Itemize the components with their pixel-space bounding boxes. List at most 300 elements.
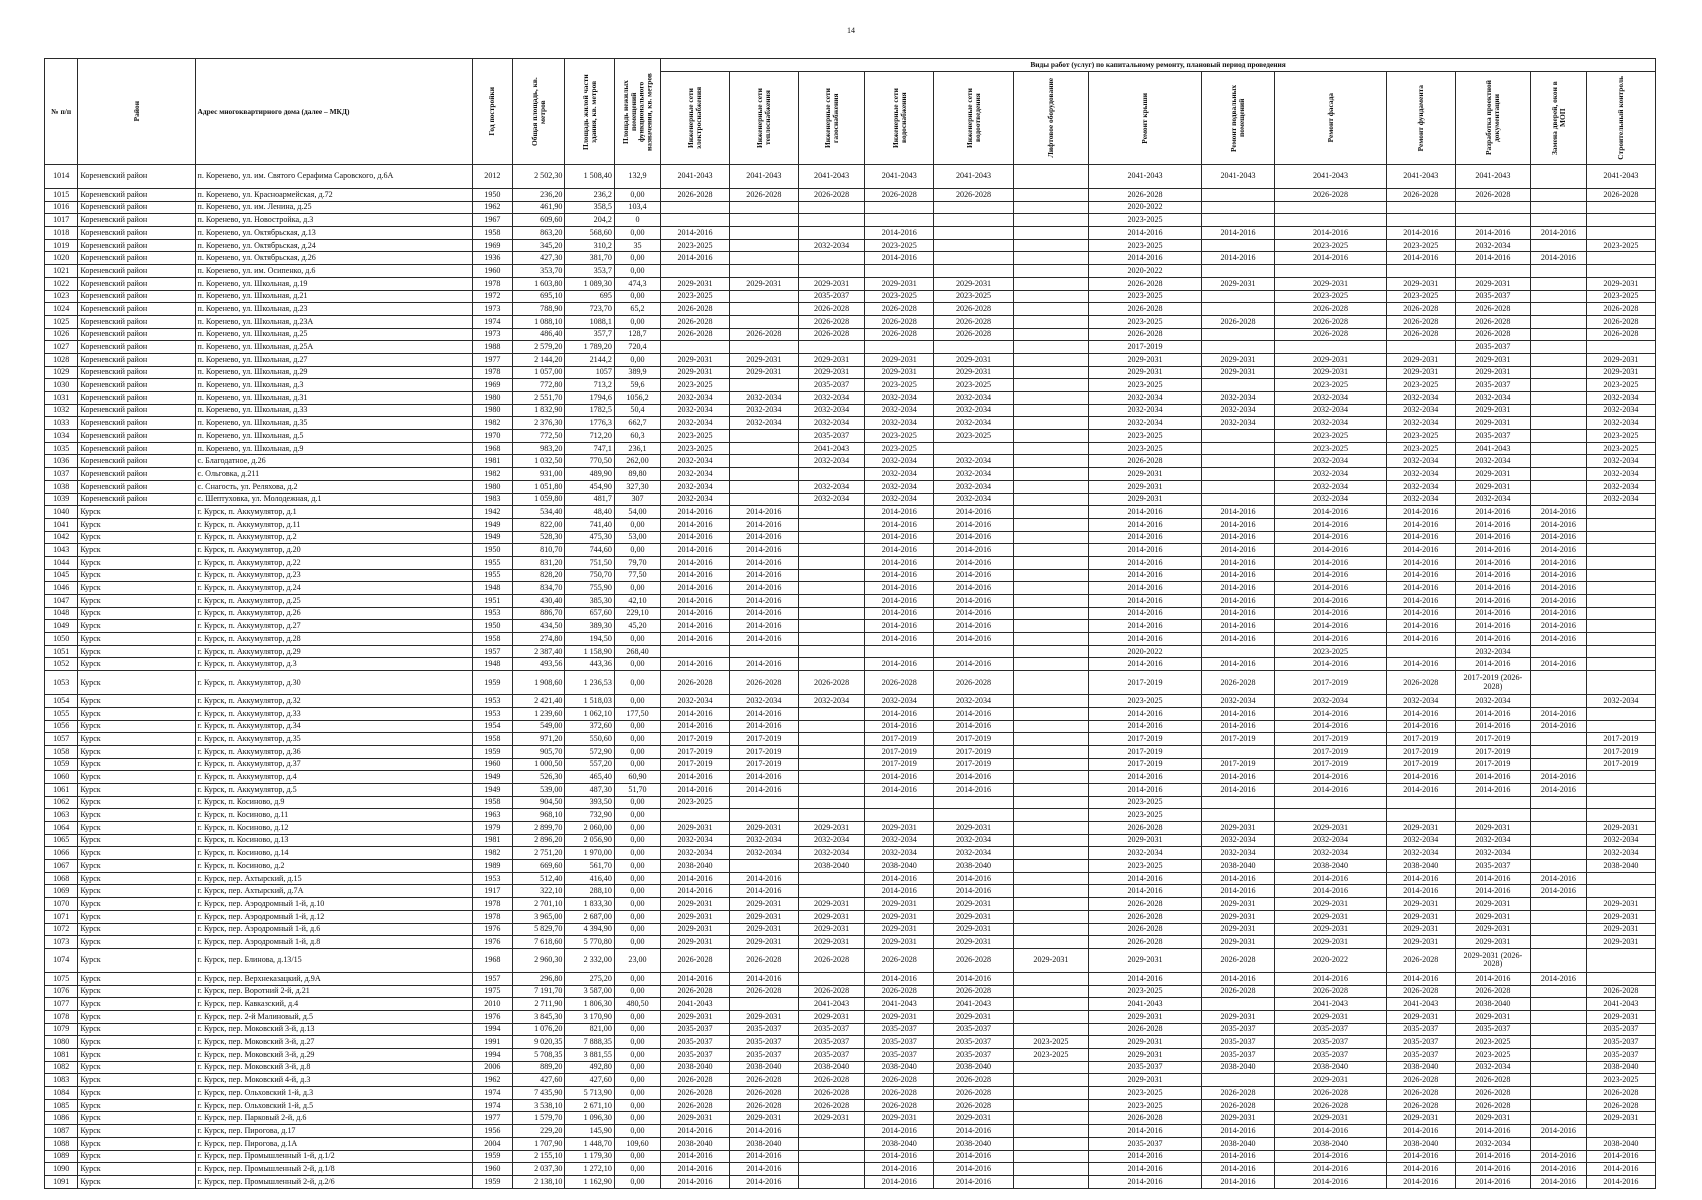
cell: 2017-2019: [865, 745, 934, 758]
cell: Кореневский район: [78, 189, 195, 202]
cell: [1013, 189, 1088, 202]
header-work-5: Лифтовое оборудование: [1013, 72, 1088, 165]
cell: Курск: [78, 1010, 195, 1023]
cell: [1586, 1125, 1655, 1138]
cell: 2017-2019: [1201, 733, 1274, 746]
cell: [865, 645, 934, 658]
cell: г. Курск, п. Аккумулятор, д.35: [195, 733, 472, 746]
cell: 2014-2016: [865, 531, 934, 544]
cell: 1982: [472, 847, 512, 860]
table-row: [45, 417, 1656, 430]
cell: 2032-2034: [1089, 847, 1202, 860]
cell: [1530, 379, 1586, 392]
cell: [661, 201, 730, 214]
cell: 886,70: [512, 607, 565, 620]
cell: 2020-2022: [1089, 265, 1202, 278]
cell: 2041-2043: [865, 165, 934, 189]
cell: [729, 809, 798, 822]
cell: п. Коренево, ул. Новостройка, д.3: [195, 214, 472, 227]
cell: 2029-2031: [1455, 468, 1530, 481]
cell: [1201, 468, 1274, 481]
cell: 2026-2028: [1586, 315, 1655, 328]
cell: [1013, 493, 1088, 506]
cell: [1530, 809, 1586, 822]
cell: 0,00: [614, 1125, 660, 1138]
table-body: [45, 165, 1656, 1189]
cell: 0,00: [614, 227, 660, 240]
cell: 2032-2034: [729, 695, 798, 708]
cell: 1 579,70: [512, 1112, 565, 1125]
cell: 2023-2025: [934, 430, 1014, 443]
cell: [1201, 201, 1274, 214]
cell: 2014-2016: [1530, 252, 1586, 265]
cell: [1013, 809, 1088, 822]
cell: 2038-2040: [798, 1061, 865, 1074]
table-row: [45, 671, 1656, 695]
cell: Курск: [78, 948, 195, 972]
cell: [1013, 1125, 1088, 1138]
cell: 2014-2016: [1089, 556, 1202, 569]
cell: 2032-2034: [1586, 417, 1655, 430]
cell: 2035-2037: [865, 1036, 934, 1049]
cell: 2014-2016: [934, 595, 1014, 608]
cell: [1013, 1061, 1088, 1074]
cell: 1018: [45, 227, 78, 240]
cell: 1 179,30: [565, 1150, 614, 1163]
cell: 4 394,90: [565, 923, 614, 936]
cell: Курск: [78, 1087, 195, 1100]
cell: 2032-2034: [1275, 404, 1387, 417]
cell: 2032-2034: [1455, 455, 1530, 468]
cell: 2014-2016: [1201, 595, 1274, 608]
cell: 2023-2025: [1275, 442, 1387, 455]
table-row: [45, 315, 1656, 328]
cell: Курск: [78, 671, 195, 695]
cell: [729, 315, 798, 328]
cell: 42,10: [614, 595, 660, 608]
cell: 1031: [45, 392, 78, 405]
cell: 2014-2016: [661, 633, 730, 646]
cell: 236,20: [512, 189, 565, 202]
cell: 2026-2028: [1201, 985, 1274, 998]
cell: 669,60: [512, 860, 565, 873]
header-work-3: Инженерные сети водоснабжения: [865, 72, 934, 165]
cell: 2032-2034: [798, 239, 865, 252]
cell: [1386, 645, 1455, 658]
cell: 2035-2037: [798, 1023, 865, 1036]
cell: 2038-2040: [1586, 860, 1655, 873]
cell: 2032-2034: [1586, 480, 1655, 493]
cell: 0,00: [614, 315, 660, 328]
cell: 2029-2031: [1386, 923, 1455, 936]
cell: 2026-2028: [1201, 948, 1274, 972]
cell: 1069: [45, 885, 78, 898]
cell: 1067: [45, 860, 78, 873]
cell: Курск: [78, 771, 195, 784]
table-row: [45, 430, 1656, 443]
cell: 2026-2028: [1201, 315, 1274, 328]
cell: [1013, 1175, 1088, 1188]
table-row: [45, 745, 1656, 758]
cell: 1023: [45, 290, 78, 303]
cell: [1013, 1163, 1088, 1176]
header-works-group: Виды работ (услуг) по капитальному ремонту, плановый период проведения: [661, 59, 1656, 72]
cell: 2017-2019: [1275, 671, 1387, 695]
cell: 2029-2031: [1275, 822, 1387, 835]
cell: 0,00: [614, 1074, 660, 1087]
cell: 2026-2028: [661, 1074, 730, 1087]
cell: [1530, 910, 1586, 923]
cell: 489,90: [565, 468, 614, 481]
cell: [1013, 620, 1088, 633]
cell: с. Ольговка, д.211: [195, 468, 472, 481]
table-row: [45, 620, 1656, 633]
table-row: [45, 455, 1656, 468]
cell: 2014-2016: [661, 544, 730, 557]
cell: 2014-2016: [1089, 885, 1202, 898]
cell: Курск: [78, 595, 195, 608]
cell: 2014-2016: [1455, 972, 1530, 985]
cell: Курск: [78, 885, 195, 898]
cell: 1951: [472, 595, 512, 608]
header-total-area: Общая площадь, кв. метров: [512, 59, 565, 165]
cell: 2041-2043: [865, 998, 934, 1011]
cell: 2 711,90: [512, 998, 565, 1011]
cell: 2014-2016: [1201, 771, 1274, 784]
cell: 2014-2016: [1275, 531, 1387, 544]
cell: 1917: [472, 885, 512, 898]
cell: 2026-2028: [934, 1099, 1014, 1112]
cell: 0,00: [614, 720, 660, 733]
cell: 5 829,70: [512, 923, 565, 936]
cell: 2026-2028: [1586, 1099, 1655, 1112]
cell: 1 239,60: [512, 707, 565, 720]
cell: 2038-2040: [729, 1061, 798, 1074]
cell: 1050: [45, 633, 78, 646]
cell: 2014-2016: [1201, 227, 1274, 240]
cell: [1201, 290, 1274, 303]
cell: 2026-2028: [798, 189, 865, 202]
cell: Курск: [78, 1150, 195, 1163]
cell: 2026-2028: [661, 671, 730, 695]
cell: 2014-2016: [865, 607, 934, 620]
cell: 2014-2016: [1386, 252, 1455, 265]
cell: 2014-2016: [1530, 1125, 1586, 1138]
cell: 2 144,20: [512, 353, 565, 366]
cell: [729, 645, 798, 658]
cell: 2032-2034: [1586, 468, 1655, 481]
cell: [1586, 645, 1655, 658]
cell: 2029-2031: [1275, 936, 1387, 949]
cell: 2026-2028: [1201, 1099, 1274, 1112]
cell: 2 155,10: [512, 1150, 565, 1163]
cell: 2014-2016: [1455, 620, 1530, 633]
cell: [729, 860, 798, 873]
cell: 534,40: [512, 506, 565, 519]
cell: 2038-2040: [661, 1061, 730, 1074]
cell: 2014-2016: [661, 1150, 730, 1163]
cell: [1586, 885, 1655, 898]
cell: 2014-2016: [729, 620, 798, 633]
cell: 1957: [472, 972, 512, 985]
cell: 2029-2031: [1586, 353, 1655, 366]
cell: г. Курск, п. Косиново, д.11: [195, 809, 472, 822]
cell: 2035-2037: [1386, 1049, 1455, 1062]
cell: 2029-2031: [1455, 404, 1530, 417]
cell: п. Коренево, ул. им. Ленина, д.25: [195, 201, 472, 214]
cell: 2014-2016: [1089, 569, 1202, 582]
cell: [798, 809, 865, 822]
cell: [1013, 671, 1088, 695]
cell: 2020-2022: [1089, 201, 1202, 214]
cell: 54,00: [614, 506, 660, 519]
cell: 0,00: [614, 658, 660, 671]
cell: 2029-2031: [1275, 366, 1387, 379]
cell: [1013, 595, 1088, 608]
cell: 2029-2031: [1455, 277, 1530, 290]
cell: 2014-2016: [1386, 1175, 1455, 1188]
cell: г. Курск, п. Аккумулятор, д.24: [195, 582, 472, 595]
cell: 2014-2016: [1201, 556, 1274, 569]
cell: [865, 201, 934, 214]
cell: [1201, 645, 1274, 658]
cell: Курск: [78, 1036, 195, 1049]
cell: [729, 468, 798, 481]
cell: 2029-2031: [865, 1112, 934, 1125]
cell: 1994: [472, 1049, 512, 1062]
cell: [1586, 201, 1655, 214]
cell: [1586, 809, 1655, 822]
cell: 2014-2016: [865, 569, 934, 582]
cell: 1994: [472, 1023, 512, 1036]
cell: 2014-2016: [1386, 1125, 1455, 1138]
table-row: [45, 239, 1656, 252]
cell: [1586, 620, 1655, 633]
cell: 1 448,70: [565, 1137, 614, 1150]
cell: 2029-2031: [1586, 936, 1655, 949]
cell: 2026-2028: [1089, 1023, 1202, 1036]
cell: [1586, 671, 1655, 695]
cell: 1981: [472, 834, 512, 847]
cell: 2035-2037: [798, 1049, 865, 1062]
cell: Кореневский район: [78, 341, 195, 354]
cell: 487,30: [565, 783, 614, 796]
cell: 2032-2034: [798, 847, 865, 860]
cell: 2032-2034: [1201, 404, 1274, 417]
cell: [729, 442, 798, 455]
cell: 2017-2019: [1089, 341, 1202, 354]
cell: 1967: [472, 214, 512, 227]
cell: [934, 645, 1014, 658]
cell: с. Шептуховка, ул. Молодежная, д.1: [195, 493, 472, 506]
table-row: [45, 392, 1656, 405]
cell: [1586, 556, 1655, 569]
cell: г. Курск, пер. Промышленный 1-й, д.1/2: [195, 1150, 472, 1163]
cell: 2 579,20: [512, 341, 565, 354]
cell: 1 076,20: [512, 1023, 565, 1036]
cell: 204,2: [565, 214, 614, 227]
cell: г. Курск, пер. Моковский 3-й, д.8: [195, 1061, 472, 1074]
cell: г. Курск, п. Аккумулятор, д.28: [195, 633, 472, 646]
cell: 0,00: [614, 972, 660, 985]
cell: [1013, 265, 1088, 278]
cell: 2023-2025: [1455, 1036, 1530, 1049]
table-row: [45, 531, 1656, 544]
cell: [1530, 189, 1586, 202]
cell: [1455, 796, 1530, 809]
cell: 2017-2019: [1386, 733, 1455, 746]
cell: 2023-2025: [1586, 379, 1655, 392]
cell: Курск: [78, 860, 195, 873]
cell: 2 671,10: [565, 1099, 614, 1112]
cell: 1059: [45, 758, 78, 771]
table-row: [45, 265, 1656, 278]
cell: 2032-2034: [661, 392, 730, 405]
cell: 474,3: [614, 277, 660, 290]
cell: 2026-2028: [1455, 303, 1530, 316]
cell: 0,00: [614, 1150, 660, 1163]
cell: 128,7: [614, 328, 660, 341]
table-row: [45, 1125, 1656, 1138]
cell: 2014-2016: [1275, 658, 1387, 671]
cell: 1040: [45, 506, 78, 519]
cell: 2014-2016: [1275, 556, 1387, 569]
cell: 2029-2031: [1386, 898, 1455, 911]
cell: 1 062,10: [565, 707, 614, 720]
cell: 2029-2031: [1089, 948, 1202, 972]
cell: 1075: [45, 972, 78, 985]
cell: 2023-2025: [1386, 442, 1455, 455]
table-row: [45, 860, 1656, 873]
cell: Курск: [78, 544, 195, 557]
cell: 2026-2028: [1089, 189, 1202, 202]
cell: 2014-2016: [865, 518, 934, 531]
cell: 2026-2028: [1386, 315, 1455, 328]
cell: 2038-2040: [865, 1061, 934, 1074]
cell: 2029-2031: [934, 910, 1014, 923]
cell: 2029-2031: [1013, 948, 1088, 972]
cell: Кореневский район: [78, 303, 195, 316]
cell: 2035-2037: [1586, 1049, 1655, 1062]
cell: [1386, 214, 1455, 227]
cell: 416,40: [565, 872, 614, 885]
cell: Кореневский район: [78, 239, 195, 252]
cell: 2014-2016: [1530, 972, 1586, 985]
cell: 1950: [472, 620, 512, 633]
cell: 2029-2031: [1455, 353, 1530, 366]
cell: 1977: [472, 1112, 512, 1125]
cell: 2029-2031: [1201, 910, 1274, 923]
cell: 2017-2019: [1455, 745, 1530, 758]
cell: 2014-2016: [1089, 506, 1202, 519]
cell: [798, 658, 865, 671]
cell: 2006: [472, 1061, 512, 1074]
cell: 2014-2016: [1455, 518, 1530, 531]
cell: 2026-2028: [1586, 328, 1655, 341]
cell: 2023-2025: [865, 379, 934, 392]
cell: [1586, 227, 1655, 240]
cell: 1089: [45, 1150, 78, 1163]
cell: Курск: [78, 809, 195, 822]
cell: 2026-2028: [729, 1087, 798, 1100]
cell: п. Коренево, ул. Школьная, д.25: [195, 328, 472, 341]
cell: 2014-2016: [1275, 620, 1387, 633]
cell: г. Курск, пер. Моковский 3-й, д.29: [195, 1049, 472, 1062]
cell: [1013, 455, 1088, 468]
cell: 0,00: [614, 758, 660, 771]
cell: 493,56: [512, 658, 565, 671]
header-work-4: Инженерные сети водоотведения: [934, 72, 1014, 165]
cell: [1013, 885, 1088, 898]
cell: 2041-2043: [1586, 998, 1655, 1011]
cell: 2014-2016: [865, 720, 934, 733]
cell: 2014-2016: [934, 658, 1014, 671]
cell: 2014-2016: [1530, 582, 1586, 595]
cell: 2014-2016: [1530, 518, 1586, 531]
cell: 1077: [45, 998, 78, 1011]
cell: 2032-2034: [1089, 404, 1202, 417]
cell: 2014-2016: [1089, 872, 1202, 885]
table-row: [45, 633, 1656, 646]
cell: 389,9: [614, 366, 660, 379]
cell: 229,10: [614, 607, 660, 620]
cell: 274,80: [512, 633, 565, 646]
cell: [1530, 165, 1586, 189]
cell: 2014-2016: [934, 556, 1014, 569]
cell: 2 687,00: [565, 910, 614, 923]
cell: [798, 518, 865, 531]
cell: [865, 796, 934, 809]
cell: 48,40: [565, 506, 614, 519]
cell: 2014-2016: [934, 506, 1014, 519]
cell: 1057: [45, 733, 78, 746]
cell: [798, 720, 865, 733]
cell: 2023-2025: [1275, 430, 1387, 443]
cell: Курск: [78, 620, 195, 633]
cell: [1013, 214, 1088, 227]
cell: 0,00: [614, 582, 660, 595]
cell: 2014-2016: [1386, 556, 1455, 569]
cell: 2017-2019: [1586, 733, 1655, 746]
cell: 2032-2034: [934, 695, 1014, 708]
cell: 1974: [472, 1099, 512, 1112]
cell: 2041-2043: [729, 165, 798, 189]
cell: 427,60: [565, 1074, 614, 1087]
cell: 2014-2016: [1530, 658, 1586, 671]
cell: [1013, 1150, 1088, 1163]
cell: 2038-2040: [1201, 860, 1274, 873]
cell: 1953: [472, 707, 512, 720]
cell: г. Курск, пер. Моковский 3-й, д.27: [195, 1036, 472, 1049]
cell: 2032-2034: [1455, 1061, 1530, 1074]
cell: 2014-2016: [934, 1125, 1014, 1138]
cell: [1386, 201, 1455, 214]
cell: г. Курск, п. Косиново, д.9: [195, 796, 472, 809]
cell: 2029-2031: [865, 353, 934, 366]
cell: 2038-2040: [798, 860, 865, 873]
cell: 1936: [472, 252, 512, 265]
cell: [1013, 1010, 1088, 1023]
cell: 2014-2016: [865, 506, 934, 519]
cell: 2020-2022: [1089, 645, 1202, 658]
cell: 1032: [45, 404, 78, 417]
cell: 2032-2034: [934, 392, 1014, 405]
cell: 662,7: [614, 417, 660, 430]
cell: 2014-2016: [1201, 658, 1274, 671]
table-row: [45, 1150, 1656, 1163]
cell: [1013, 518, 1088, 531]
cell: 2 960,30: [512, 948, 565, 972]
